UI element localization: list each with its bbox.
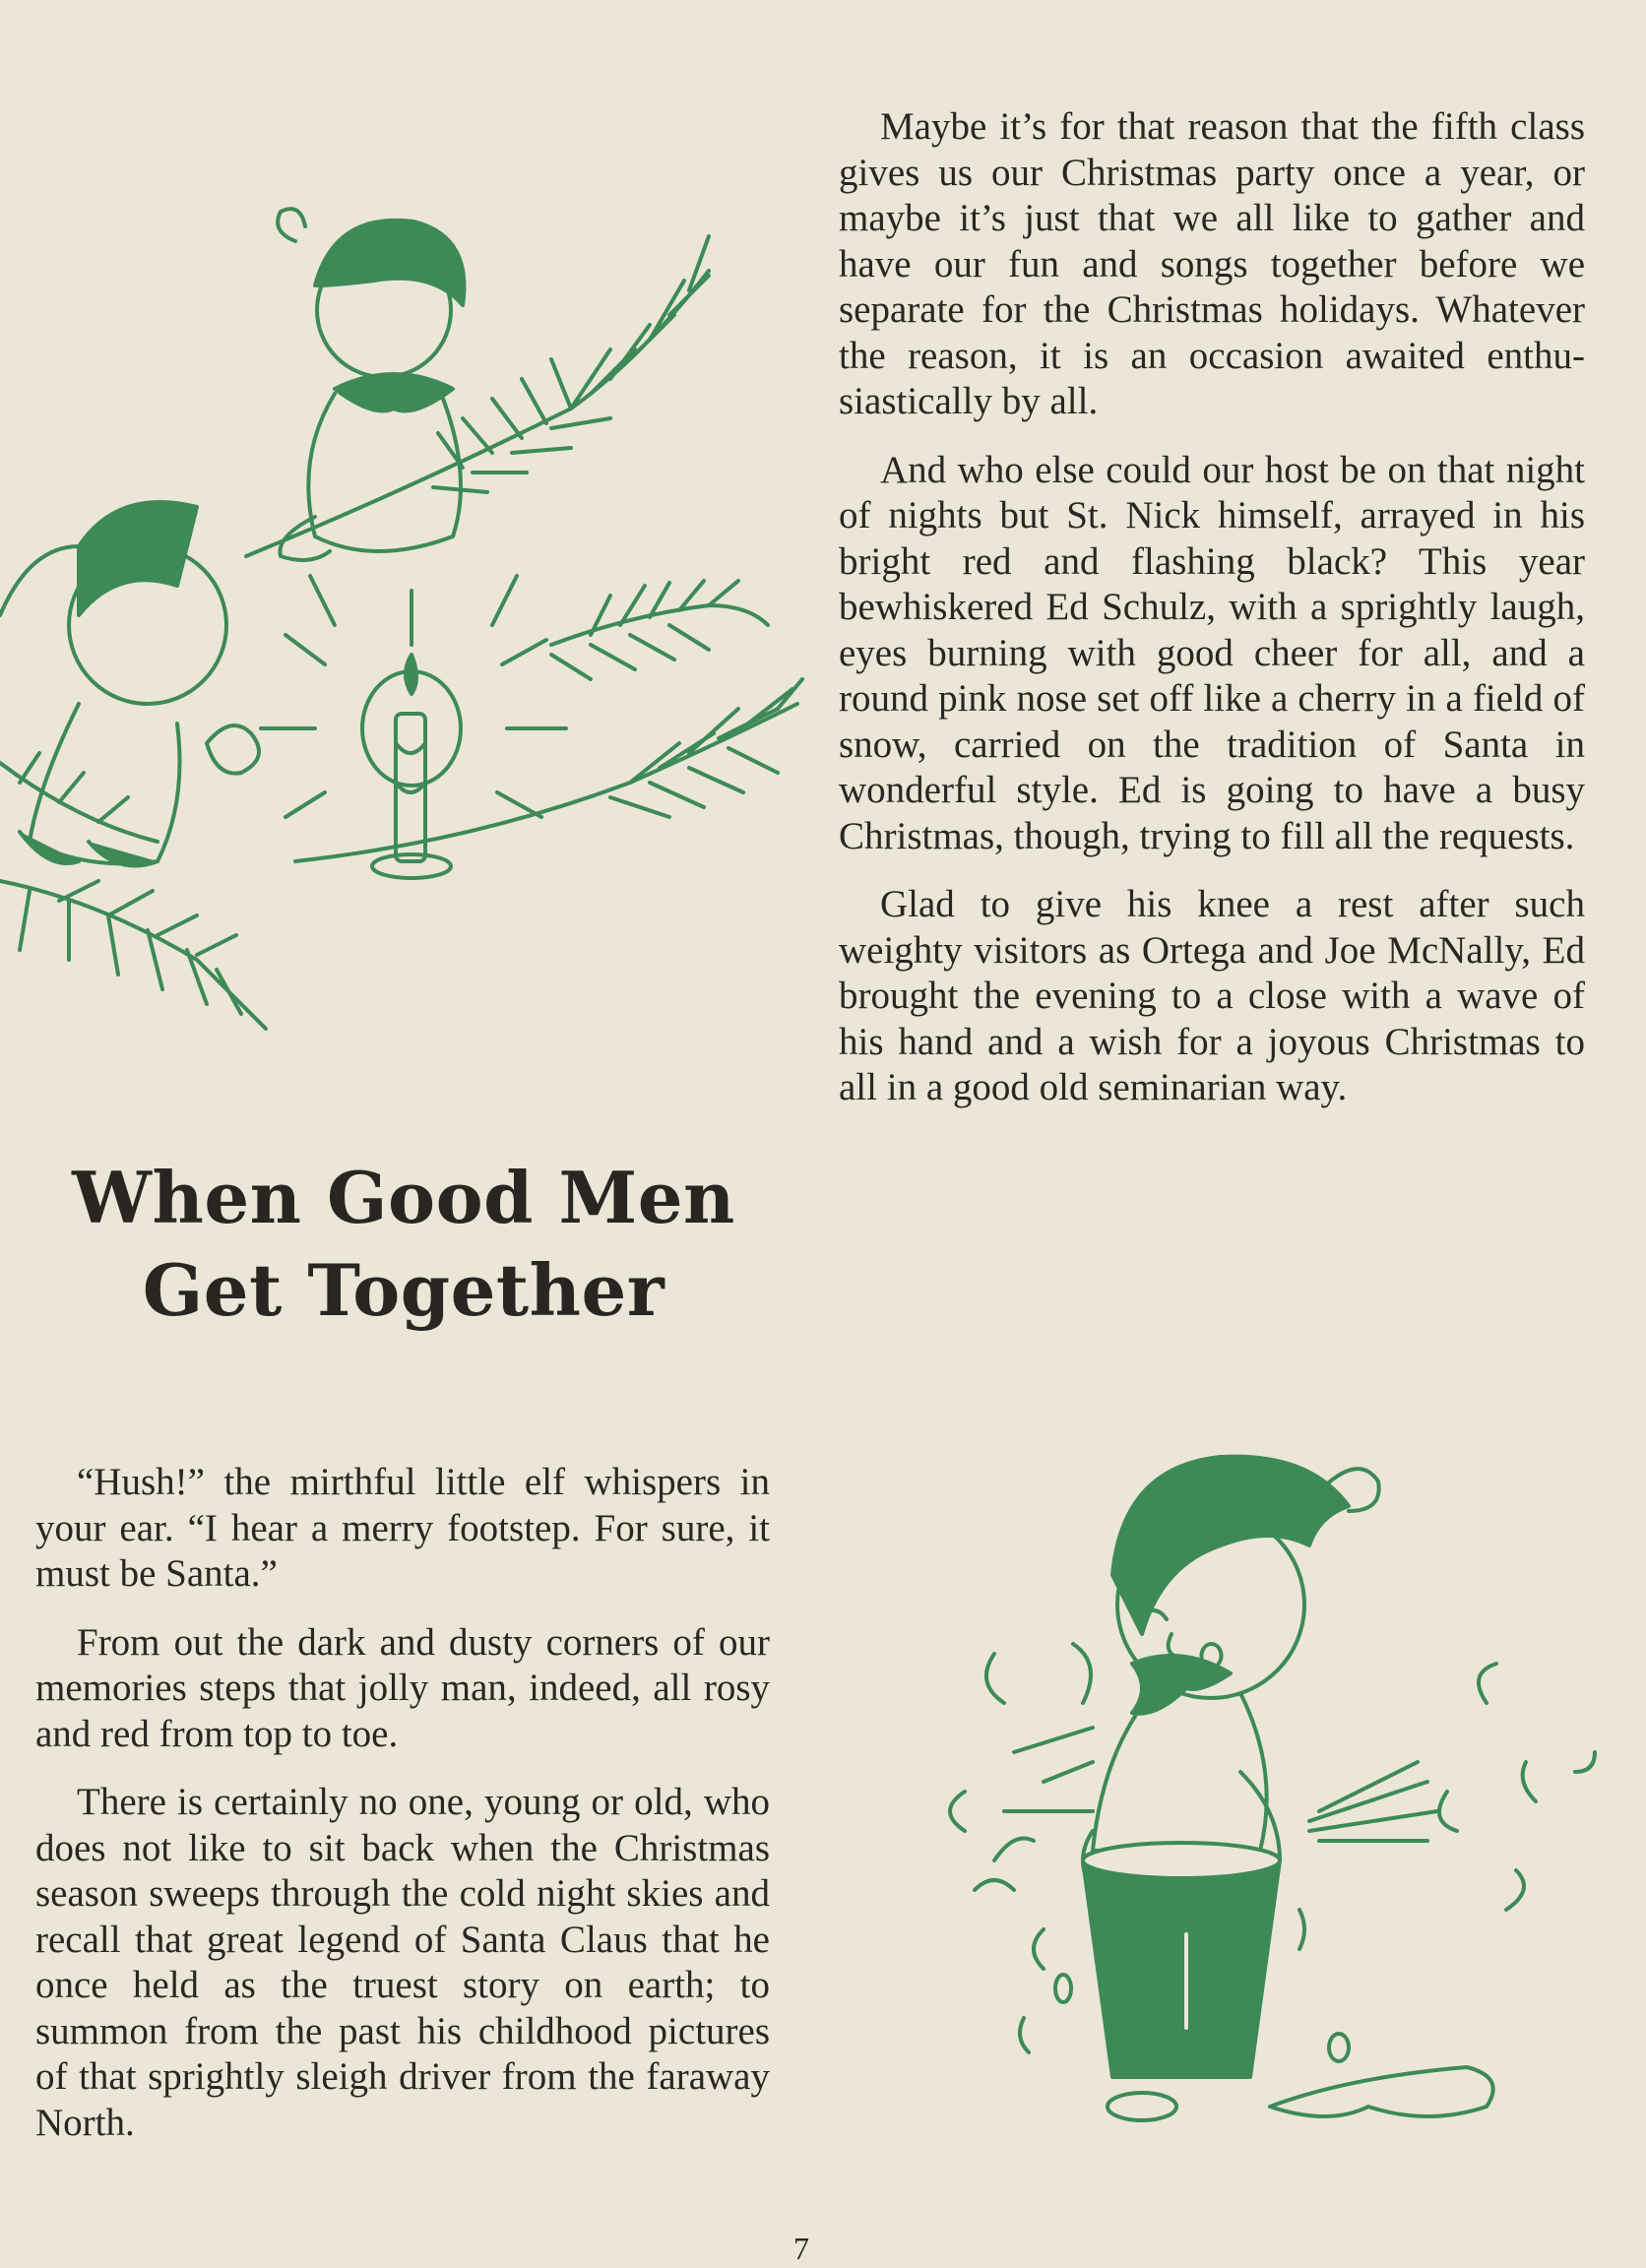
paragraph: “Hush!” the mirthful little elf whispers in your ear. “I hear a merry footstep. For sure, it must be Santa.” (35, 1461, 770, 1595)
paragraph: And who else could our host be on that night of nights but St. Nick himself, arrayed in his bright red and flashing black? This year bewhiskered Ed Schulz, with a sprightly laugh, eyes burning with good cheer for all, and a round pink nose set off like a cherry in a field of snow, carried on the tradition of Santa in wonderful style. Ed is going to have a busy Christmas, though, trying to fill all the requests. (839, 448, 1585, 857)
paragraph: There is certainly no one, young or old, who does not like to sit back when the Christmas season sweeps through the cold night skies and recall that great legend of Santa Claus that he once held as the truest story on earth; to summon from the past his childhood pictures of that sprightly sleigh driver from the faraway North. (35, 1781, 770, 2144)
elves-on-christmas-tree-icon (0, 192, 817, 1078)
elf-in-bucket-splashing-icon (847, 1398, 1614, 2126)
paragraph: From out the dark and dusty corners of our memories steps that jolly man, indeed, all rosy and red from top to toe. (35, 1620, 770, 1755)
article-title (39, 1152, 768, 1337)
title-line: When Good Men (72, 1156, 735, 1239)
paragraph: Glad to give his knee a rest after such weighty visitors as Ortega and Joe McNally, Ed brought the evening to a close with a wave of his hand and a wish for a joyous Christmas to all in a good old seminarian way. (839, 883, 1585, 1108)
paragraph: Maybe it’s for that reason that the fifth class gives us our Christmas party once a year, or maybe it’s just that we all like to gather and have our fun and songs together before we separate for the Christmas holidays. Whatever the reason, it is an occasion awaited enthusiastically by all. (839, 105, 1585, 422)
page-number: 7 (793, 2231, 809, 2266)
right-text-column (839, 104, 1585, 1134)
left-text-column (35, 1460, 770, 2169)
title-line: Get Together (142, 1248, 665, 1332)
